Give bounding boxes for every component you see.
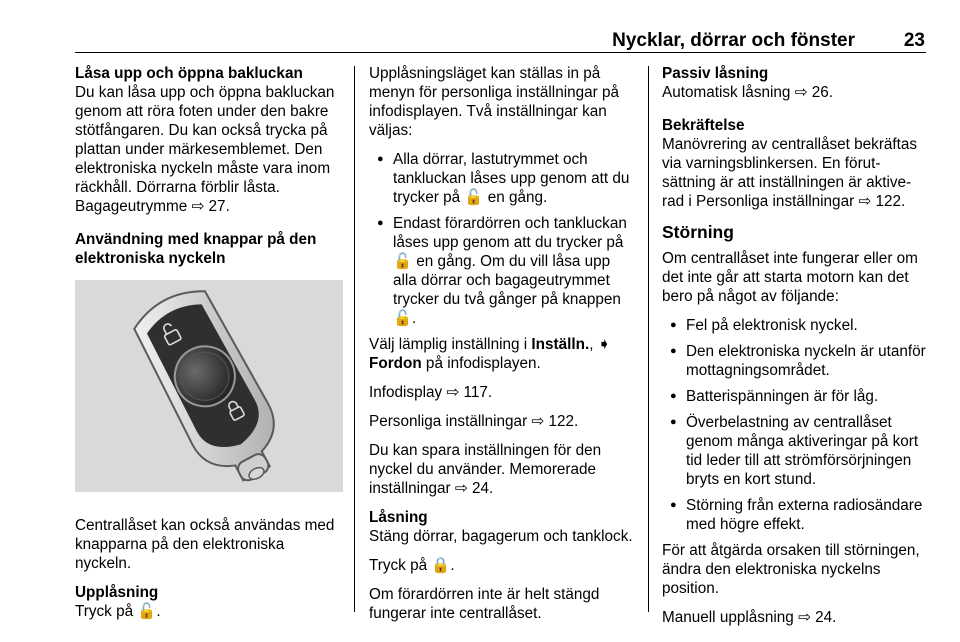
- paragraph-unlock-tailgate: Du kan låsa upp och öppna bakluckan genom att röra foten under den bakre stötfångaren. Du kan också trycka på plattan under märkesemblemet. Den elektroniska nyckeln måste vara inom räckhåll. Dörrarna förblir låsta. Bagageutrymme ⇨ 27.: [75, 84, 335, 215]
- paragraph-fix-fault: För att åtgärda orsaken till störningen, ändra den elektroniska nyckelns position.: [662, 542, 920, 597]
- reference-infodisplay: Infodisplay ⇨ 117.: [369, 384, 493, 401]
- electronic-key-fob-image: [75, 280, 343, 492]
- menu-name-vehicle: Fordon: [369, 355, 422, 372]
- key-fob-icon: [75, 280, 343, 492]
- fault-list: [662, 316, 927, 534]
- paragraph-press-lock: Tryck på 🔒.: [369, 557, 455, 574]
- heading-unlock-tailgate: Låsa upp och öppna bakluckan: [75, 65, 303, 82]
- list-item: ● Endast förardörren och tankluckan låses upp genom att du trycker på 🔓 en gång. Om du vill låsa upp alla dörrar och bagageutrymmet trycker du två gånger på knappen 🔓.: [369, 214, 637, 328]
- heading-confirmation: Bekräftelse: [662, 117, 745, 134]
- heading-passive-locking: Passiv låsning: [662, 65, 769, 82]
- header-rule: [75, 52, 926, 53]
- column-1: [75, 64, 343, 631]
- column-divider-2: [648, 66, 649, 612]
- paragraph-fault: Om centrallåset inte fungerar eller om det inte går att starta motorn kan det bero på något av följande:: [662, 250, 918, 305]
- heading-upplasning: Upplåsning: [75, 584, 159, 601]
- list-item: ● Fel på elektronisk nyckel.: [662, 316, 927, 335]
- paragraph-central-lock: Centrallåset kan också användas med knapparna på den elektroniska nyckeln.: [75, 517, 335, 572]
- paragraph-confirmation: Manövrering av centrallåset bekräftas via varningsblinkersen. En förutsättning är att inställningen är aktiverad i Personliga inställningar ⇨ 122.: [662, 136, 918, 210]
- paragraph-save-setting: Du kan spara inställningen för den nyckel du använder. Memorerade inställningar ⇨ 24.: [369, 442, 602, 497]
- heading-lasning: Låsning: [369, 509, 428, 526]
- column-2: [369, 64, 637, 633]
- column-3: [662, 64, 927, 637]
- paragraph-driver-door: Om förardörren inte är helt stängd fungerar inte centrallåset.: [369, 586, 600, 622]
- reference-auto-locking: Automatisk låsning ⇨ 26.: [662, 84, 833, 101]
- list-item: ● Överbelastning av centrallåset genom många aktiveringar på kort tid leder till att strömförsörjningen bryts en kort stund.: [662, 413, 927, 489]
- paragraph-unlock-mode: Upplåsningsläget kan ställas in på menyn för personliga inställningar på infodisplayen. Två inställningar kan väljas:: [369, 65, 619, 139]
- paragraph-press-unlock: Tryck på 🔓.: [75, 603, 161, 620]
- unlock-mode-list: [369, 150, 637, 328]
- menu-name-settings: Inställn.: [531, 336, 590, 353]
- page-title: Nycklar, dörrar och fönster: [612, 30, 855, 51]
- reference-personal-settings: Personliga inställningar ⇨ 122.: [369, 413, 579, 430]
- list-item: ● Batterispänningen är för låg.: [662, 387, 927, 406]
- heading-key-buttons: Användning med knappar på den elektroniska nyckeln: [75, 231, 317, 267]
- page-number: 23: [903, 30, 925, 51]
- text-span: på infodisplayen.: [421, 355, 541, 372]
- column-divider-1: [354, 66, 355, 612]
- list-item: ● Den elektroniska nyckeln är utanför mottagningsområdet.: [662, 342, 927, 380]
- list-item: ● Alla dörrar, lastutrymmet och tankluckan låses upp genom att du trycker på 🔓 en gång.: [369, 150, 637, 207]
- page-header: [75, 30, 925, 50]
- reference-manual-unlock: Manuell upplåsning ⇨ 24.: [662, 609, 837, 626]
- text-span: Välj lämplig inställning i: [369, 336, 532, 353]
- paragraph-close-doors: Stäng dörrar, bagagerum och tanklock.: [369, 528, 633, 545]
- paragraph-choose-setting: [369, 335, 637, 373]
- text-span: , ➧: [589, 336, 611, 353]
- heading-fault: Störning: [662, 222, 734, 242]
- list-item: ● Störning från externa radiosändare med högre effekt.: [662, 496, 927, 534]
